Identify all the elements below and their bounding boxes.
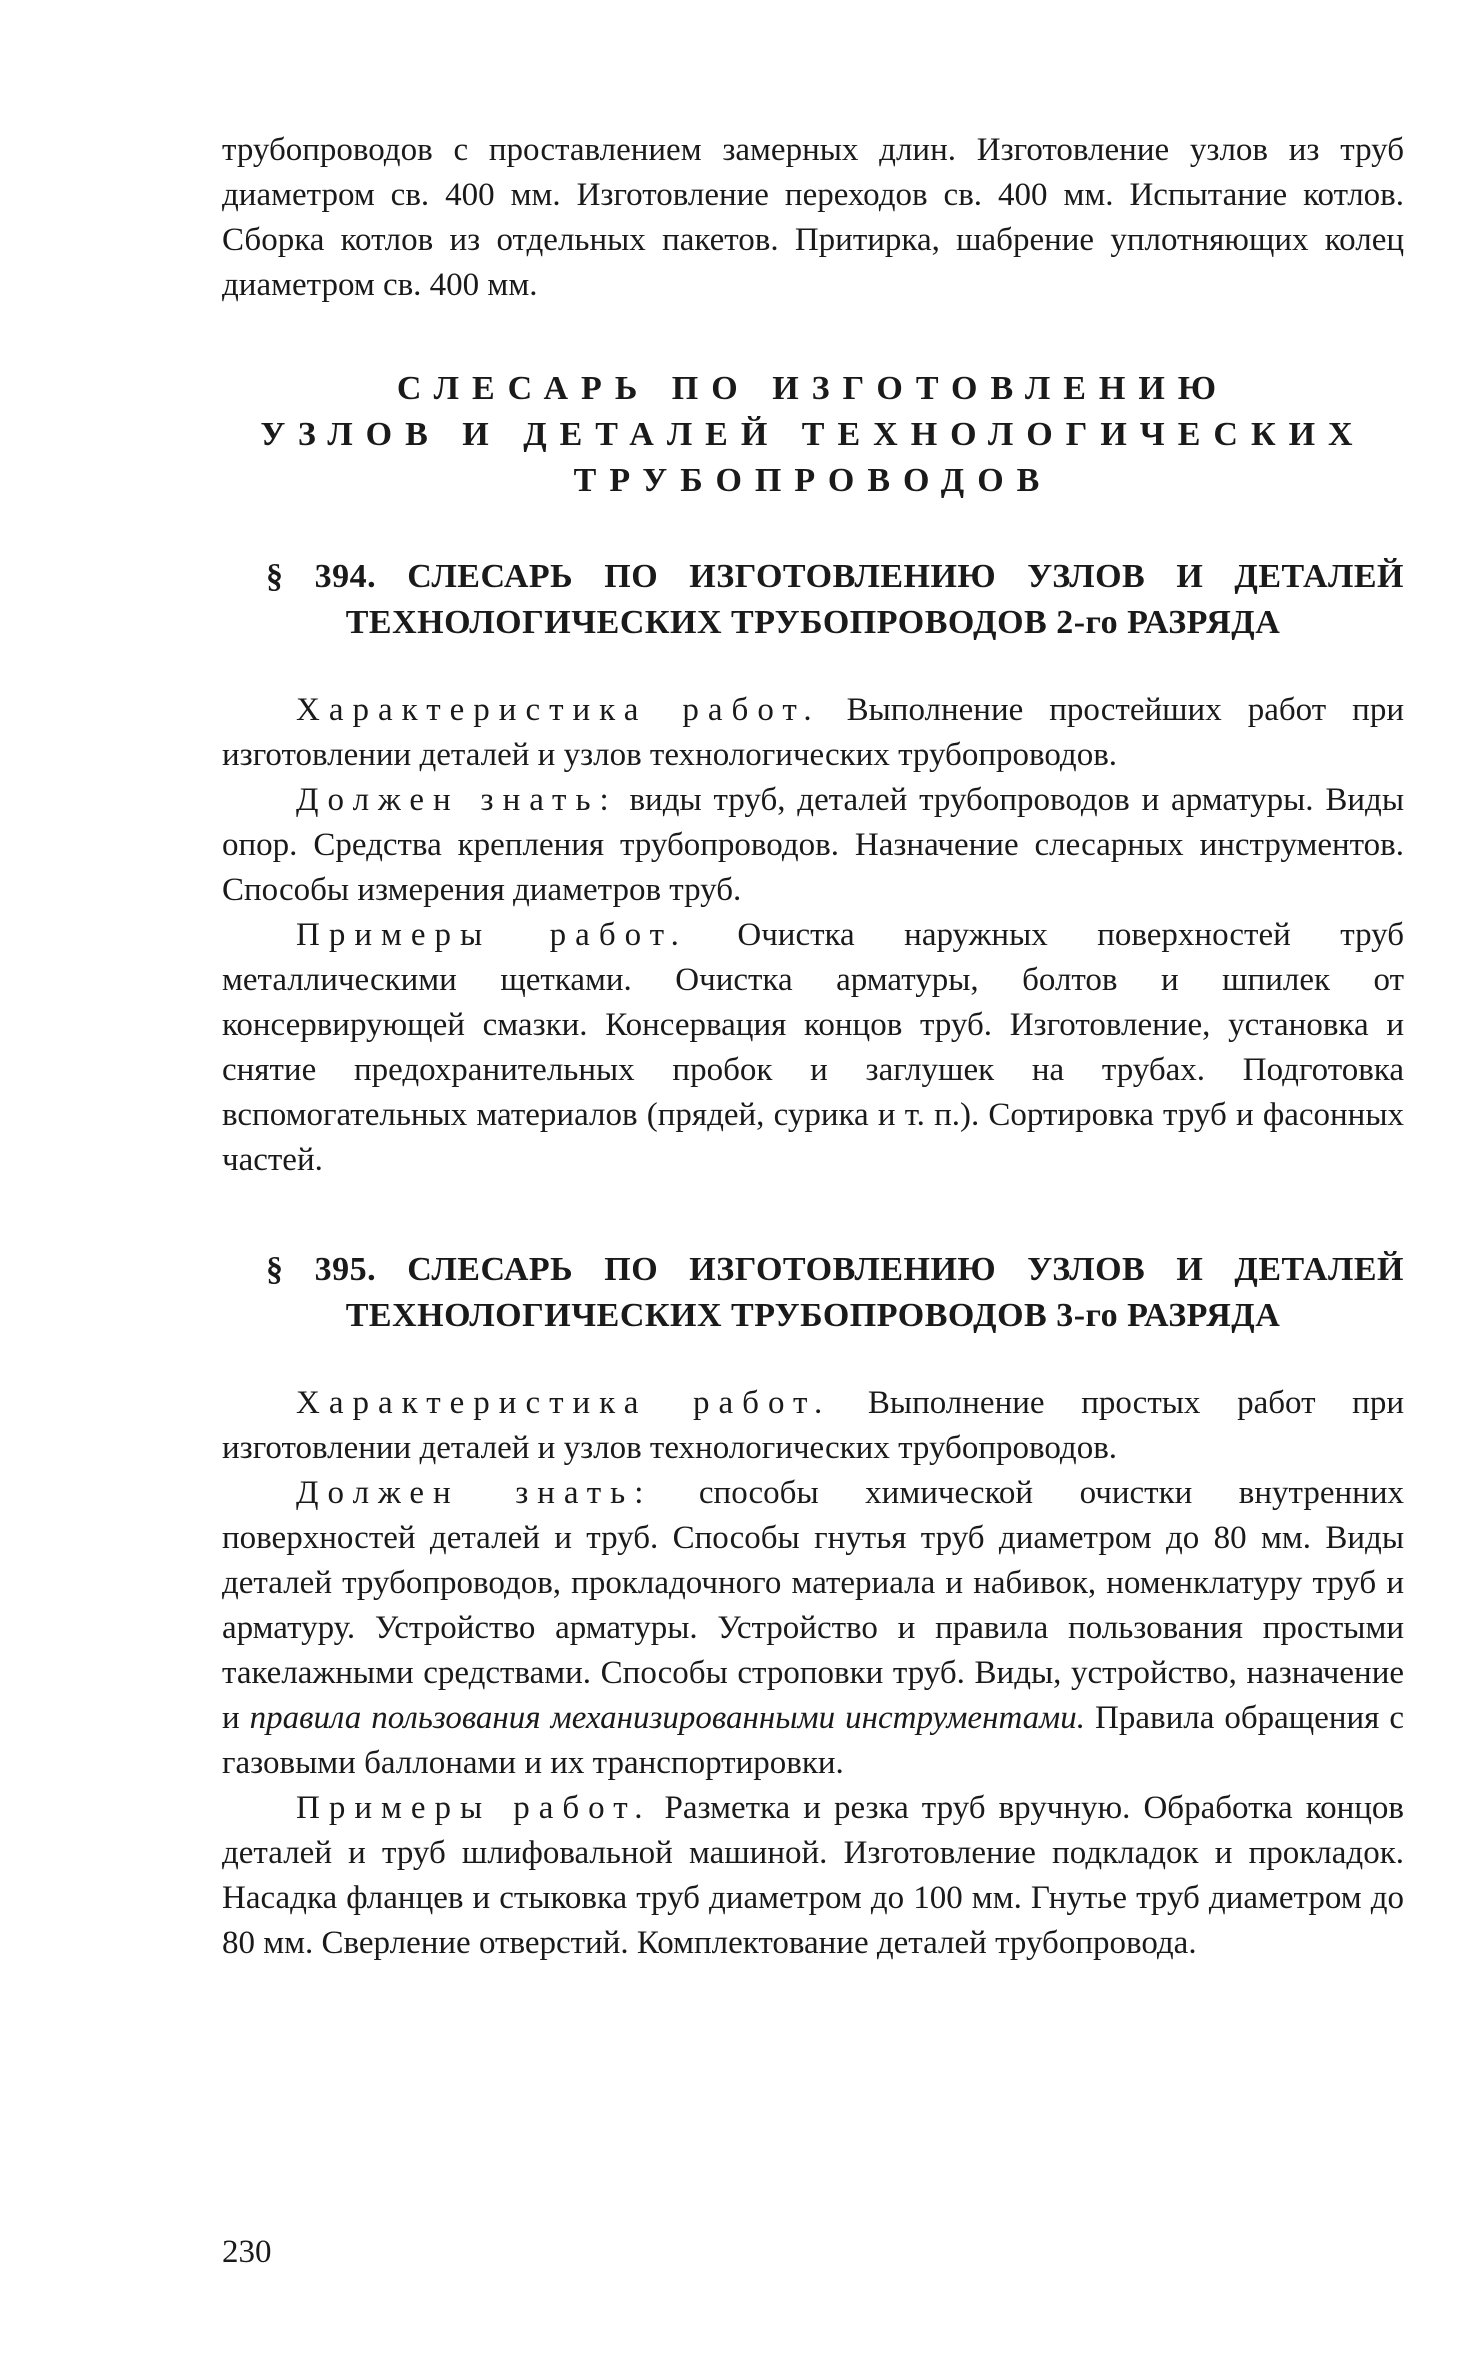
examples-text: Разметка и резка труб вручную. Обработка концов деталей и труб шлифовальной машиной. Изготовление подкладок и прокладок. Насадка фланцев и стыковка труб диаметром до 100 мм. Гнутье труб диаметром до 80 мм. Сверление отверстий. Комплектование деталей трубопровода.: [222, 1790, 1404, 1961]
knowledge-text: виды труб, деталей трубопроводов и арматуры. Виды опор. Средства крепления трубопроводов. Назначение слесарных инструментов. Способы измерения диаметров труб.: [222, 782, 1404, 908]
paragraph-394-heading: [222, 554, 1404, 646]
characteristics-label: Характеристика работ.: [296, 692, 821, 728]
paragraph-395-characteristics: [222, 1381, 1404, 1471]
characteristics-text: Выполнение простейших работ при изготовлении деталей и узлов технологических трубопроводов.: [222, 692, 1404, 773]
page-number: 230: [222, 2234, 272, 2270]
paragraph-395-knowledge: [222, 1471, 1404, 1786]
knowledge-label: Должен знать:: [296, 782, 618, 818]
characteristics-label: Характеристика работ.: [296, 1385, 832, 1421]
paragraph-395-heading-line-1: § 395. СЛЕСАРЬ ПО ИЗГОТОВЛЕНИЮ УЗЛОВ И ДЕТАЛЕЙ: [266, 1251, 1404, 1288]
examples-label: Примеры работ.: [296, 917, 688, 953]
paragraph-394-knowledge: [222, 778, 1404, 913]
section-title-line-2: УЗЛОВ И ДЕТАЛЕЙ ТЕХНОЛОГИЧЕСКИХ: [260, 416, 1366, 453]
paragraph-395-heading: [222, 1247, 1404, 1339]
paragraph-394-examples: [222, 913, 1404, 1183]
examples-text: Очистка наружных поверхностей труб металлическими щетками. Очистка арматуры, болтов и шпилек от консервирующей смазки. Консервация концов труб. Изготовление, установка и снятие предохранительных пробок и заглушек на трубах. Подготовка вспомогательных материалов (прядей, сурика и т. п.). Сортировка труб и фасонных частей.: [222, 917, 1405, 1178]
knowledge-text-end: Правила обращения с газовыми баллонами и их транспортировки.: [222, 1700, 1404, 1781]
knowledge-text: способы химической очистки внутренних поверхностей деталей и труб. Способы гнутья труб диаметром до 80 мм. Виды деталей трубопроводов, прокладочного материала и набивок, номенклатуру труб и арматуру. Устройство арматуры. Устройство и правила пользования простыми такелажными средствами. Способы строповки труб. Виды, устройство, назначение и: [222, 1475, 1405, 1736]
knowledge-label: Должен знать:: [296, 1475, 653, 1511]
paragraph-394-heading-line-1: § 394. СЛЕСАРЬ ПО ИЗГОТОВЛЕНИЮ УЗЛОВ И ДЕТАЛЕЙ: [266, 558, 1404, 595]
section-title: [222, 366, 1404, 504]
paragraph-395-examples: [222, 1786, 1404, 1966]
paragraph-395-heading-line-2: ТЕХНОЛОГИЧЕСКИХ ТРУБОПРОВОДОВ 3-го РАЗРЯДА: [345, 1297, 1281, 1334]
paragraph-394-characteristics: [222, 688, 1404, 778]
examples-label: Примеры работ.: [296, 1790, 652, 1826]
section-title-line-3: ТРУБОПРОВОДОВ: [573, 462, 1053, 499]
document-page: [222, 128, 1404, 1966]
intro-paragraph: трубопроводов с проставлением замерных длин. Изготовление узлов из труб диаметром св. 400 мм. Изготовление переходов св. 400 мм. Испытание котлов. Сборка котлов из отдельных пакетов. Притирка, шабрение уплотняющих колец диаметром св. 400 мм.: [222, 132, 1404, 303]
paragraph-394-heading-line-2: ТЕХНОЛОГИЧЕСКИХ ТРУБОПРОВОДОВ 2-го РАЗРЯДА: [345, 604, 1281, 641]
characteristics-text: Выполнение простых работ при изготовлении деталей и узлов технологических трубопроводов.: [222, 1385, 1404, 1466]
section-title-line-1: СЛЕСАРЬ ПО ИЗГОТОВЛЕНИЮ: [396, 370, 1230, 407]
knowledge-text-italic: правила пользования механизированными инструментами.: [249, 1700, 1085, 1736]
